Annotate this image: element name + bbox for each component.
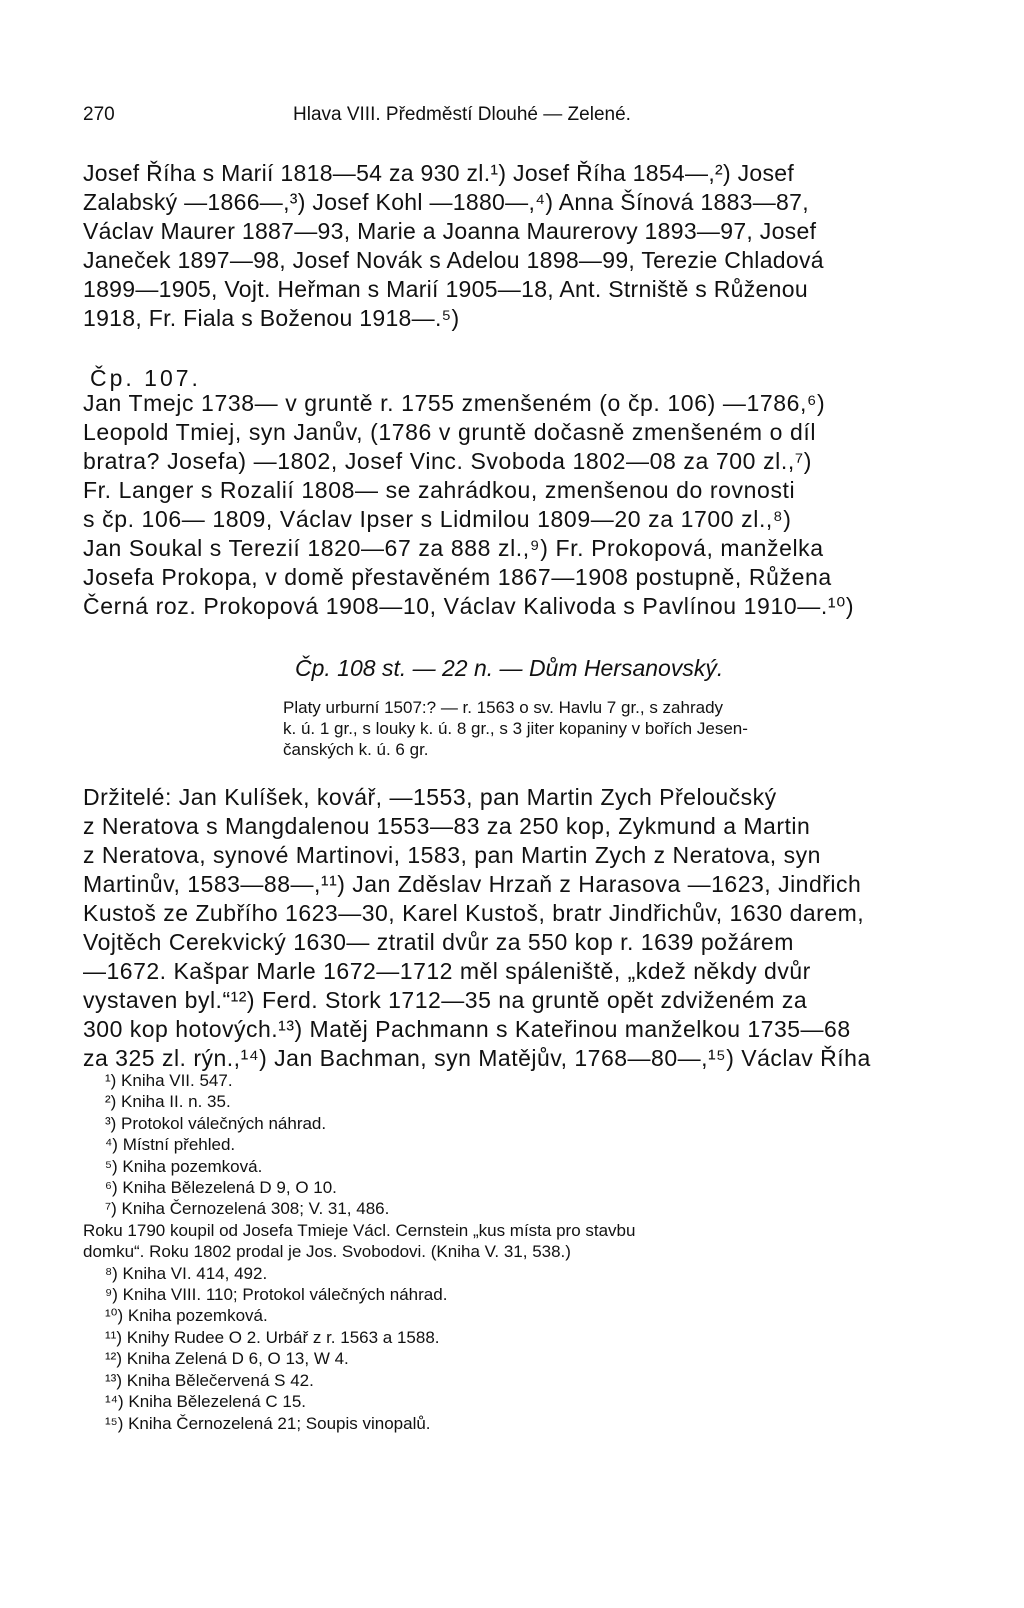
footnote: ¹¹) Knihy Rudee O 2. Urbář z r. 1563 a 1588. [105, 1327, 440, 1347]
text-line: Václav Maurer 1887—93, Marie a Joanna Maurerovy 1893—97, Josef [83, 218, 817, 244]
text-line: z Neratova s Mangdalenou 1553—83 za 250 kop, Zykmund a Martin [83, 813, 811, 839]
footnote: ⁶) Kniha Bělezelená D 9, O 10. [105, 1178, 337, 1198]
footnote: ³) Protokol válečných náhrad. [105, 1113, 327, 1133]
footnote: ¹⁰) Kniha pozemková. [105, 1306, 268, 1326]
text-line: —1672. Kašpar Marle 1672—1712 měl spáleniště, „kdež někdy dvůr [83, 958, 811, 984]
text-line: Josef Říha s Marií 1818—54 za 930 zl.¹) Josef Říha 1854—,²) Josef [83, 160, 795, 186]
text-line: Platy urburní 1507:? — r. 1563 o sv. Havlu 7 gr., s zahrady [283, 698, 724, 717]
text-line: Černá roz. Prokopová 1908—10, Václav Kalivoda s Pavlínou 1910—.¹⁰) [83, 593, 855, 619]
text-line: Jan Soukal s Terezií 1820—67 za 888 zl.,⁹) Fr. Prokopová, manželka [83, 535, 824, 561]
footnote: ¹⁴) Kniha Bělezelená C 15. [105, 1392, 307, 1412]
dues-paragraph [283, 697, 903, 760]
text-line: Kustoš ze Zubřího 1623—30, Karel Kustoš, bratr Jindřichův, 1630 darem, [83, 900, 865, 926]
text-line: Janeček 1897—98, Josef Novák s Adelou 1898—99, Terezie Chladová [83, 247, 824, 273]
footnote: ²) Kniha II. n. 35. [105, 1092, 231, 1112]
text-line: Leopold Tmiej, syn Janův, (1786 v gruntě dočasně zmenšeném o díl [83, 419, 817, 445]
page-number: 270 [83, 104, 115, 125]
footnote: ¹) Kniha VII. 547. [105, 1071, 233, 1090]
page-header [83, 104, 933, 134]
footnote-continuation: Roku 1790 koupil od Josefa Tmieje Václ. Cernstein „kus místa pro stavbu [83, 1220, 636, 1240]
text-line: 1899—1905, Vojt. Heřman s Marií 1905—18, Ant. Strniště s Růženou [83, 276, 808, 302]
text-line: vystaven byl.“¹²) Ferd. Stork 1712—35 na gruntě opět zdviženém za [83, 987, 808, 1013]
paragraph-owners-cp106 [83, 159, 933, 333]
text-line: bratra? Josefa) —1802, Josef Vinc. Svoboda 1802—08 za 700 zl.,⁷) [83, 448, 813, 474]
paragraph-holders-cp108 [83, 783, 933, 1073]
footnote: ¹⁵) Kniha Černozelená 21; Soupis vinopalů. [105, 1413, 431, 1433]
text-line: Zalabský —1866—,³) Josef Kohl —1880—,⁴) Anna Šínová 1883—87, [83, 189, 809, 215]
text-line: Držitelé: Jan Kulíšek, kovář, —1553, pan Martin Zych Přeloučský [83, 784, 777, 810]
text-line: Jan Tmejc 1738— v gruntě r. 1755 zmenšeném (o čp. 106) —1786,⁶) [83, 390, 826, 416]
footnote-continuation: domku“. Roku 1802 prodal je Jos. Svobodovi. (Kniha V. 31, 538.) [83, 1242, 571, 1262]
section-heading-cp107: Čp. 107. [90, 365, 201, 391]
text-line: k. ú. 1 gr., s louky k. ú. 8 gr., s 3 jiter kopaniny v bořích Jesen- [283, 719, 748, 738]
text-line: s čp. 106— 1809, Václav Ipser s Lidmilou 1809—20 za 1700 zl.,⁸) [83, 506, 792, 532]
footnote: ¹³) Kniha Bělečervená S 42. [105, 1370, 314, 1390]
footnote: ⁷) Kniha Černozelená 308; V. 31, 486. [105, 1199, 390, 1219]
text-line: 300 kop hotových.¹³) Matěj Pachmann s Kateřinou manželkou 1735—68 [83, 1016, 851, 1042]
text-line: Josefa Prokopa, v domě přestavěném 1867—1908 postupně, Růžena [83, 564, 832, 590]
section-heading-cp108: Čp. 108 st. — 22 n. — Dům Hersanovský. [295, 655, 724, 681]
footnote: ⁹) Kniha VIII. 110; Protokol válečných náhrad. [105, 1285, 448, 1305]
text-line: Vojtěch Cerekvický 1630— ztratil dvůr za 550 kop r. 1639 požárem [83, 929, 794, 955]
paragraph-owners-cp107 [83, 389, 933, 621]
text-line: čanských k. ú. 6 gr. [283, 740, 429, 759]
text-line: za 325 zl. rýn.,¹⁴) Jan Bachman, syn Matějův, 1768—80—,¹⁵) Václav Říha [83, 1045, 871, 1071]
footnote: ⁴) Místní přehled. [105, 1135, 236, 1155]
text-line: Fr. Langer s Rozalií 1808— se zahrádkou, zmenšenou do rovnosti [83, 477, 796, 503]
footnote: ¹²) Kniha Zelená D 6, O 13, W 4. [105, 1349, 349, 1369]
footnote: ⁵) Kniha pozemková. [105, 1156, 263, 1176]
running-title: Hlava VIII. Předměstí Dlouhé — Zelené. [293, 104, 631, 125]
text-line: Martinův, 1583—88—,¹¹) Jan Zděslav Hrzaň z Harasova —1623, Jindřich [83, 871, 862, 897]
text-line: 1918, Fr. Fiala s Boženou 1918—.⁵) [83, 305, 460, 331]
text-line: z Neratova, synové Martinovi, 1583, pan Martin Zych z Neratova, syn [83, 842, 821, 868]
footnotes [83, 1070, 933, 1434]
footnote: ⁸) Kniha VI. 414, 492. [105, 1263, 268, 1283]
